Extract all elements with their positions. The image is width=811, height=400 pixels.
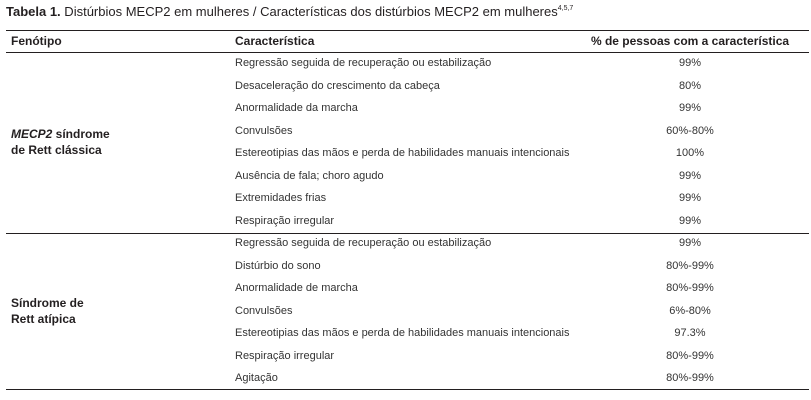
phenotype-line1: Síndrome de	[11, 296, 84, 310]
phenotype-line2: de Rett clássica	[11, 143, 102, 157]
percent-cell: 60%-80%	[666, 124, 714, 137]
table-row	[6, 187, 809, 210]
characteristic-cell: Regressão seguida de recuperação ou estabilização	[235, 57, 492, 69]
header-characteristic: Característica	[235, 34, 315, 48]
percent-cell: 99%	[678, 102, 702, 114]
table-row	[6, 367, 809, 390]
percent-cell: 99%	[678, 214, 702, 227]
percent-cell: 80%-99%	[666, 282, 714, 294]
characteristic-cell: Extremidades frias	[235, 192, 327, 204]
characteristic-cell: Convulsões	[235, 124, 293, 137]
phenotype-gene: MECP2	[11, 127, 53, 141]
characteristic-cell: Convulsões	[235, 304, 293, 317]
table-caption	[6, 4, 573, 20]
characteristic-cell: Anormalidade de marcha	[235, 282, 358, 294]
caption-references: 4,5,7	[557, 5, 574, 12]
characteristic-cell: Estereotipias das mãos e perda de habilidades manuais intencionais	[235, 327, 570, 339]
percent-cell: 80%	[678, 79, 702, 92]
characteristic-cell: Ausência de fala; choro agudo	[235, 169, 384, 182]
characteristic-cell: Desaceleração do crescimento da cabeça	[235, 79, 440, 92]
percent-cell: 80%-99%	[666, 372, 714, 384]
percent-cell: 97.3%	[674, 327, 706, 339]
percent-cell: 99%	[678, 192, 702, 204]
table-row	[6, 210, 809, 233]
table-row	[6, 345, 809, 368]
characteristic-cell: Agitação	[235, 372, 278, 384]
table-row	[6, 120, 809, 143]
percent-cell: 6%-80%	[669, 304, 711, 317]
percent-cell: 99%	[678, 237, 702, 249]
characteristic-cell: Estereotipias das mãos e perda de habilidades manuais intencionais	[235, 147, 570, 159]
characteristic-cell: Regressão seguida de recuperação ou estabilização	[235, 237, 492, 249]
percent-cell: 80%-99%	[666, 259, 714, 272]
table-bottom-rule	[6, 389, 809, 390]
table-row	[6, 255, 809, 278]
table-row	[6, 97, 809, 120]
characteristic-cell: Anormalidade da marcha	[235, 102, 358, 114]
table-row	[6, 52, 809, 75]
percent-cell: 100%	[675, 147, 705, 159]
table-row	[6, 277, 809, 300]
percent-cell: 99%	[678, 57, 702, 69]
table-row	[6, 165, 809, 188]
caption-text: Distúrbios MECP2 em mulheres / Características dos distúrbios MECP2 em mulheres	[60, 4, 558, 19]
table-row	[6, 322, 809, 345]
table-row	[6, 75, 809, 98]
percent-cell: 80%-99%	[666, 349, 714, 362]
percent-cell: 99%	[678, 169, 702, 182]
characteristic-cell: Respiração irregular	[235, 214, 335, 227]
caption-label: Tabela 1.	[6, 4, 61, 19]
phenotype-line2: Rett atípica	[11, 312, 76, 326]
characteristic-cell: Respiração irregular	[235, 349, 335, 362]
table-row	[6, 142, 809, 165]
header-percent: % de pessoas com a característica	[590, 34, 790, 48]
characteristic-cell: Distúrbio do sono	[235, 259, 321, 272]
table-top-rule	[6, 30, 809, 31]
header-phenotype: Fenótipo	[11, 34, 62, 48]
phenotype-line1: síndrome	[52, 127, 110, 141]
table-row	[6, 300, 809, 323]
table-row	[6, 232, 809, 255]
